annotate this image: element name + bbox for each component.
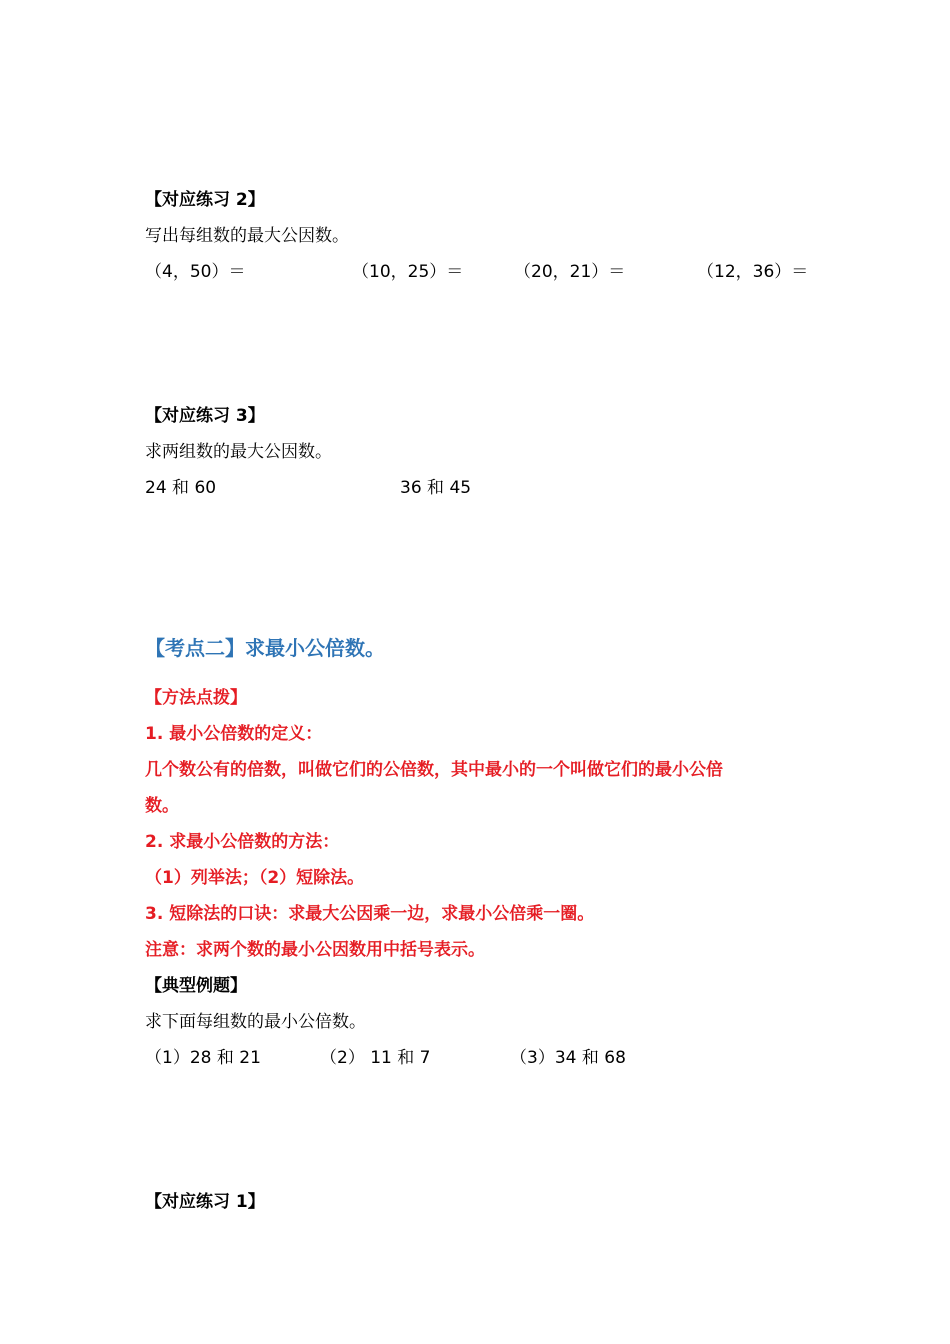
method-line-1: 1. 最小公倍数的定义： xyxy=(145,724,323,744)
method-heading: 【方法点拨】 xyxy=(145,688,247,708)
example-item-1: （1）28 和 21 xyxy=(145,1048,261,1068)
example-heading: 【典型例题】 xyxy=(145,976,247,996)
practice3-heading: 【对应练习 3】 xyxy=(145,406,265,426)
method-line-6: 3. 短除法的口诀：求最大公因乘一边，求最小公倍乘一圈。 xyxy=(145,904,595,924)
practice2-item-4: （12，36）＝ xyxy=(697,262,809,282)
example-item-3: （3）34 和 68 xyxy=(510,1048,626,1068)
method-line-7: 注意：求两个数的最小公因数用中括号表示。 xyxy=(145,940,485,960)
practice2-item-2: （10，25）＝ xyxy=(352,262,464,282)
practice3-item-1: 24 和 60 xyxy=(145,478,217,498)
method-line-3: 数。 xyxy=(145,796,179,816)
example-item-2: （2） 11 和 7 xyxy=(320,1048,431,1068)
practice2-item-3: （20，21）＝ xyxy=(514,262,626,282)
practice3-item-2: 36 和 45 xyxy=(400,478,472,498)
section2-title: 【考点二】求最小公倍数。 xyxy=(145,636,385,660)
practice2-item-1: （4，50）＝ xyxy=(145,262,246,282)
practice1-heading: 【对应练习 1】 xyxy=(145,1192,265,1212)
practice3-instruction: 求两组数的最大公因数。 xyxy=(145,442,332,462)
practice2-heading: 【对应练习 2】 xyxy=(145,190,265,210)
method-line-5: （1）列举法；（2）短除法。 xyxy=(145,868,365,888)
method-line-4: 2. 求最小公倍数的方法： xyxy=(145,832,340,852)
method-line-2: 几个数公有的倍数，叫做它们的公倍数，其中最小的一个叫做它们的最小公倍 xyxy=(145,760,723,780)
example-instruction: 求下面每组数的最小公倍数。 xyxy=(145,1012,366,1032)
practice2-instruction: 写出每组数的最大公因数。 xyxy=(145,226,349,246)
